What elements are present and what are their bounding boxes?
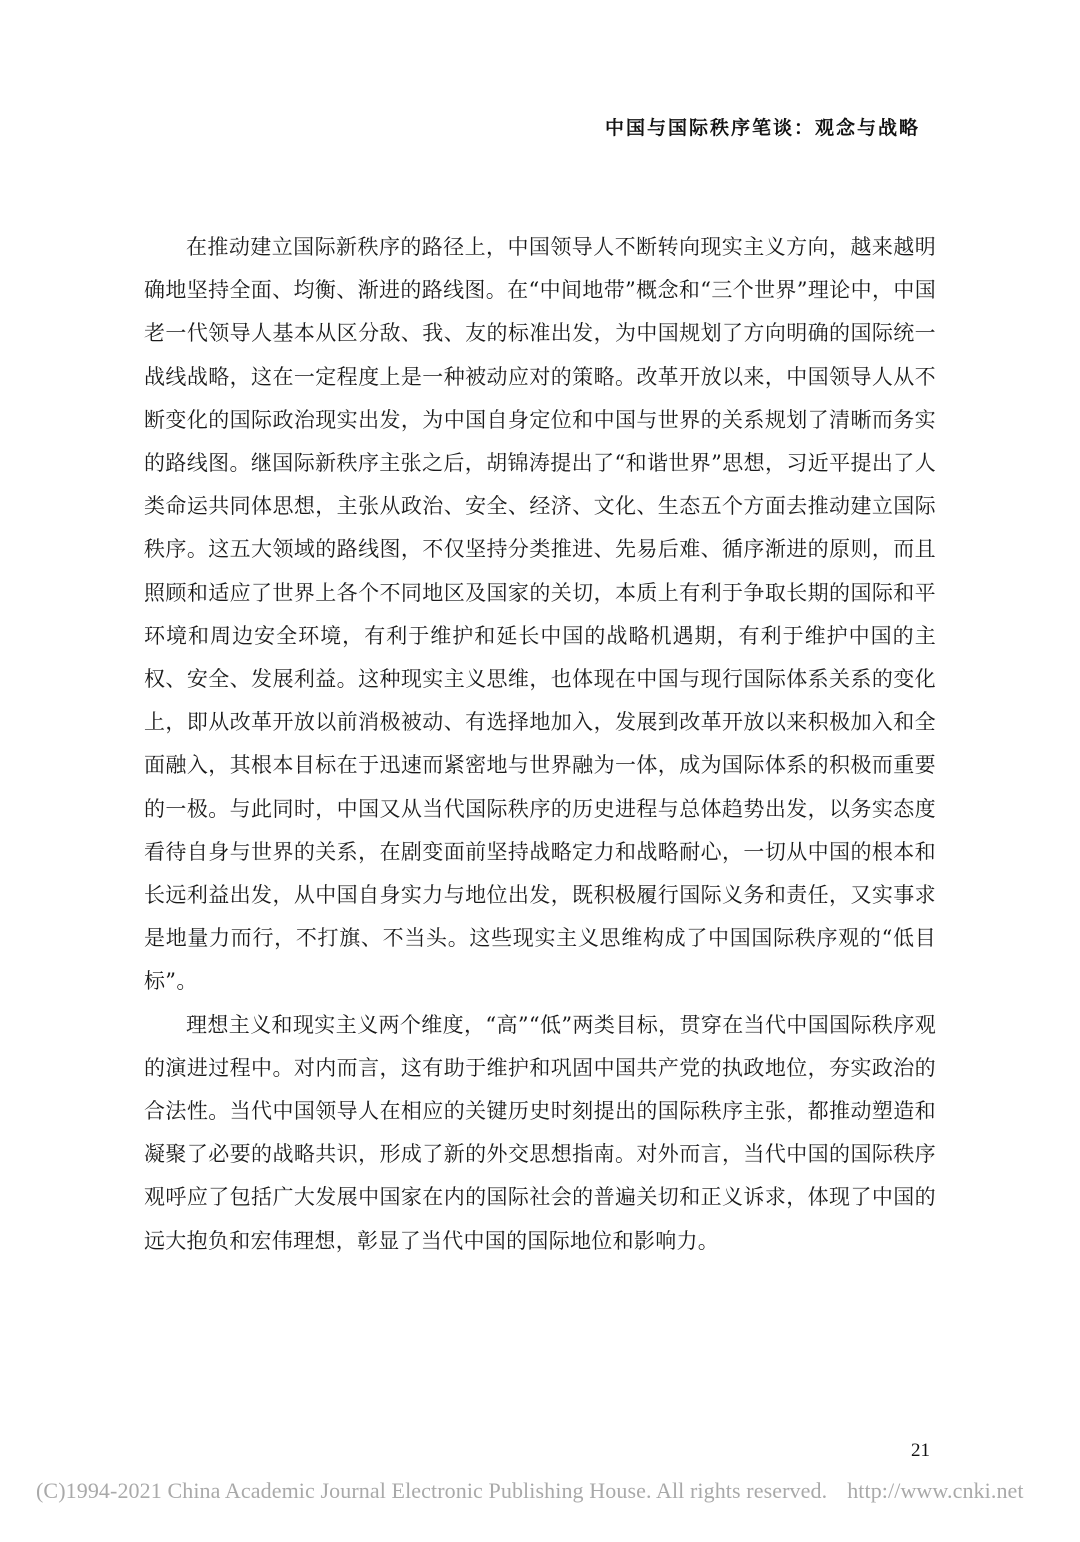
paragraph-1: 在推动建立国际新秩序的路径上，中国领导人不断转向现实主义方向，越来越明确地坚持全面、均衡、渐进的路线图。在“中间地带”概念和“三个世界”理论中，中国老一代领导人基本从区分敌、我、友的标准出发，为中国规划了方向明确的国际统一战线战略，这在一定程度上是一种被动应对的策略。改革开放以来，中国领导人从不断变化的国际政治现实出发，为中国自身定位和中国与世界的关系规划了清晰而务实的路线图。继国际新秩序主张之后，胡锦涛提出了“和谐世界”思想，习近平提出了人类命运共同体思想，主张从政治、安全、经济、文化、生态五个方面去推动建立国际秩序。这五大领域的路线图，不仅坚持分类推进、先易后难、循序渐进的原则，而且照顾和适应了世界上各个不同地区及国家的关切，本质上有利于争取长期的国际和平环境和周边安全环境，有利于维护和延长中国的战略机遇期，有利于维护中国的主权、安全、发展利益。这种现实主义思维，也体现在中国与现行国际体系关系的变化上，即从改革开放以前消极被动、有选择地加入，发展到改革开放以来积极加入和全面融入，其根本目标在于迅速而紧密地与世界融为一体，成为国际体系的积极而重要的一极。与此同时，中国又从当代国际秩序的历史进程与总体趋势出发，以务实态度看待自身与世界的关系，在剧变面前坚持战略定力和战略耐心，一切从中国的根本和长远利益出发，从中国自身实力与地位出发，既积极履行国际义务和责任，又实事求是地量力而行，不打旗、不当头。这些现实主义思维构成了中国国际秩序观的“低目标”。 xyxy=(144,235,936,994)
running-header-title: 中国与国际秩序笔谈：观念与战略 xyxy=(604,117,920,139)
article-body xyxy=(144,226,936,1263)
page-number: 21 xyxy=(911,1440,930,1461)
paragraph-2: 理想主义和现实主义两个维度，“高”“低”两类目标，贯穿在当代中国国际秩序观的演进过程中。对内而言，这有助于维护和巩固中国共产党的执政地位，夯实政治的合法性。当代中国领导人在相应的关键历史时刻提出的国际秩序主张，都推动塑造和凝聚了必要的战略共识，形成了新的外交思想指南。对外而言，当代中国的国际秩序观呼应了包括广大发展中国家在内的国际社会的普遍关切和正义诉求，体现了中国的远大抱负和宏伟理想，彰显了当代中国的国际地位和影响力。 xyxy=(144,1012,936,1253)
copyright-watermark xyxy=(36,1478,1024,1504)
website-link: http://www.cnki.net xyxy=(847,1478,1024,1503)
copyright-notice: (C)1994-2021 China Academic Journal Electronic Publishing House. All rights reserved. xyxy=(36,1478,828,1503)
